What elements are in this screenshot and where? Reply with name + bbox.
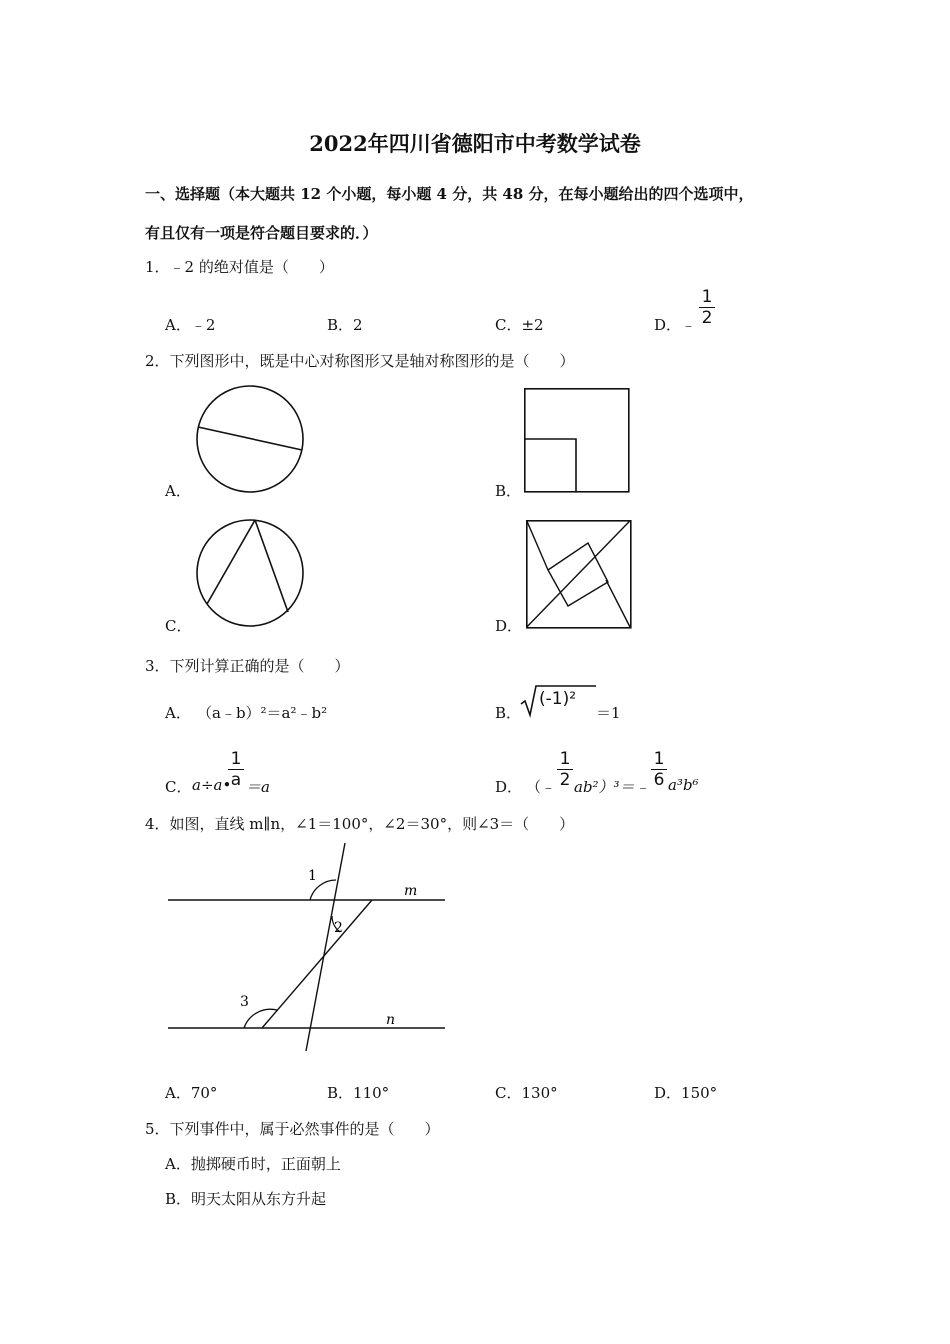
q1-option-d-fraction <box>699 288 715 327</box>
q1-option-a: A．﹣2 <box>165 316 216 334</box>
q3-option-c-pre: a÷a• <box>192 776 232 794</box>
angle-3-label: 3 <box>240 994 249 1010</box>
q2-figure-a <box>195 384 307 494</box>
q3-c-denominator: a <box>230 770 242 790</box>
q3-c-numerator: 1 <box>230 749 242 769</box>
q5-option-b: B．明天太阳从东方升起 <box>165 1190 327 1208</box>
q3-d-numerator-1: 1 <box>559 749 571 769</box>
q3-option-b-rest: ＝1 <box>596 704 621 722</box>
q3-option-c-label: C． <box>165 778 192 796</box>
q5-stem: 5．下列事件中，属于必然事件的是（ ） <box>145 1120 440 1138</box>
q2-stem: 2．下列图形中，既是中心对称图形又是轴对称图形的是（ ） <box>145 352 575 370</box>
q4-option-b: B．110° <box>327 1084 390 1102</box>
q2-figure-d <box>526 520 632 629</box>
q4-stem: 4．如图，直线 m∥n，∠1＝100°，∠2＝30°，则∠3＝（ ） <box>145 815 575 833</box>
q1-stem: 1．﹣2 的绝对值是（ ） <box>145 258 334 276</box>
q1-d-denominator: 2 <box>701 308 713 328</box>
angle-1-label: 1 <box>308 868 317 884</box>
q3-option-d-fraction-1 <box>557 750 573 789</box>
angle-2-label: 2 <box>334 920 343 936</box>
q1-option-d-prefix: D．﹣ <box>654 316 697 334</box>
q2-option-a: A． <box>165 482 191 500</box>
q2-option-b: B． <box>495 482 522 500</box>
q3-option-d-pre: （﹣ <box>526 778 557 796</box>
q3-option-b-radicand: (-1)² <box>539 689 577 709</box>
page-title: 2022年四川省德阳市中考数学试卷 <box>309 131 641 156</box>
q1-option-c: C．±2 <box>495 316 544 334</box>
q3-d-denominator-2: 6 <box>653 770 665 790</box>
q3-d-denominator-1: 2 <box>559 770 571 790</box>
q3-option-c-post: ＝a <box>246 778 270 796</box>
q2-option-c: C． <box>165 617 192 635</box>
line-m-label: m <box>404 883 418 899</box>
section-header-line2: 有且仅有一项是符合题目要求的．） <box>145 224 378 242</box>
q3-option-a-label: A． <box>165 704 191 722</box>
q5-option-a: A．抛掷硬币时，正面朝上 <box>165 1155 341 1173</box>
q1-option-b: B．2 <box>327 316 363 334</box>
q3-option-c-fraction <box>228 750 244 789</box>
q3-option-b-label: B． <box>495 704 522 722</box>
q3-option-d-mid: ab²）³＝﹣ <box>574 778 650 796</box>
q4-option-d: D．150° <box>654 1084 718 1102</box>
q1-d-numerator: 1 <box>701 287 713 307</box>
q3-d-numerator-2: 1 <box>653 749 665 769</box>
q4-option-a: A．70° <box>165 1084 218 1102</box>
line-n-label: n <box>386 1012 396 1028</box>
q2-figure-b <box>524 388 630 494</box>
q3-option-d-fraction-2 <box>651 750 667 789</box>
q3-stem: 3．下列计算正确的是（ ） <box>145 657 350 675</box>
q3-option-d-label: D． <box>495 778 523 796</box>
q3-option-d-post: a³b⁶ <box>668 776 699 794</box>
q4-figure-parallel-lines <box>160 840 450 1055</box>
q2-figure-c <box>195 518 307 628</box>
q2-option-d: D． <box>495 617 523 635</box>
q3-option-a-expr: （a﹣b）²＝a²﹣b² <box>197 704 328 722</box>
section-header-line1: 一、选择题（本大题共 12 个小题，每小题 4 分，共 48 分，在每小题给出的四个选项中， <box>145 185 754 203</box>
q4-option-c: C．130° <box>495 1084 558 1102</box>
